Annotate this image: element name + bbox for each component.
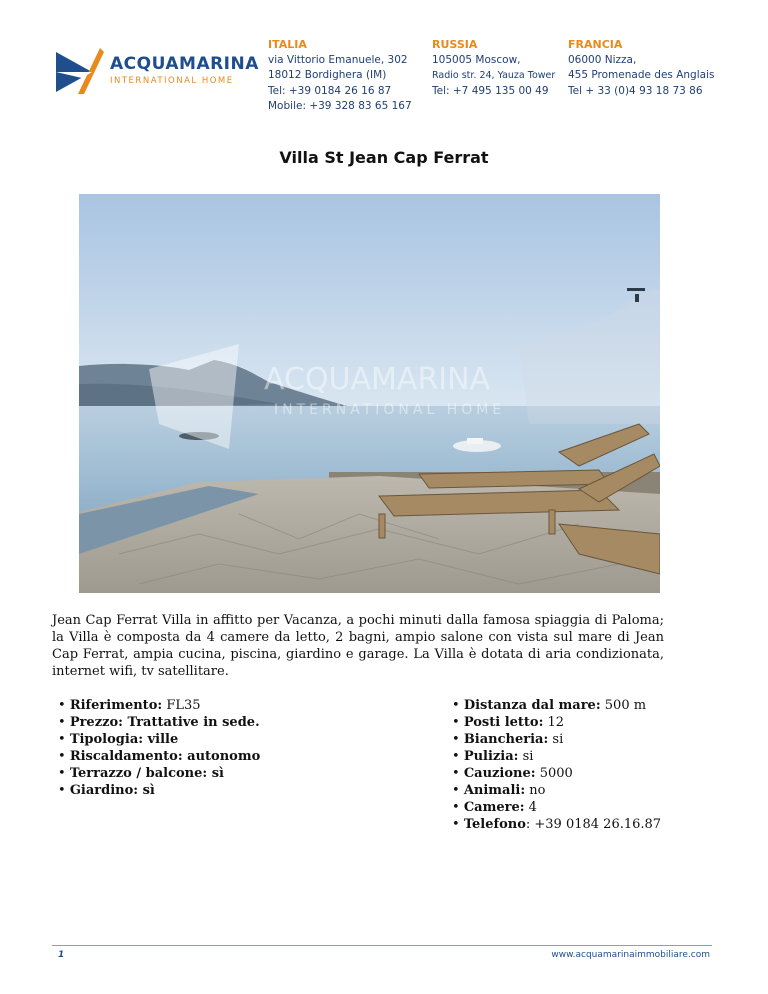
office-country: FRANCIA xyxy=(568,38,623,51)
logo-subtitle: INTERNATIONAL HOME xyxy=(110,76,234,86)
office-line: Tel + 33 (0)4 93 18 73 86 xyxy=(568,84,703,97)
detail-label: Tipologia: ville xyxy=(69,732,179,747)
detail-item xyxy=(452,731,661,748)
property-description: Jean Cap Ferrat Villa in affitto per Vacanza, a pochi minuti dalla famosa spiaggia di Paloma; la Villa è composta da 4 camere da letto, 2 bagni, ampio salone con vista sul mare di Jean Cap Ferrat, ampia cucina, piscina, giardino e garage. La Villa è dotata di aria condizionata, internet wifi, tv satellitare. xyxy=(52,613,664,679)
detail-label: Telefono xyxy=(463,817,526,832)
detail-value: 12 xyxy=(547,715,565,730)
detail-label: Animali: xyxy=(463,783,526,798)
detail-label: Pulizia: xyxy=(463,749,519,764)
detail-value: si xyxy=(552,732,564,747)
detail-value: FL35 xyxy=(166,698,201,713)
detail-label: Camere: xyxy=(463,800,525,815)
detail-label: Giardino: sì xyxy=(69,783,155,798)
office-line: 105005 Moscow, xyxy=(432,53,521,66)
detail-item xyxy=(58,765,260,782)
detail-label: Biancheria: xyxy=(463,732,549,747)
detail-value: 500 m xyxy=(604,698,647,713)
detail-item xyxy=(452,765,661,782)
detail-value: 4 xyxy=(528,800,537,815)
office-country: RUSSIA xyxy=(432,38,478,51)
office-line: Tel: +7 495 135 00 49 xyxy=(432,84,549,97)
detail-label: Prezzo: Trattative in sede. xyxy=(69,715,260,730)
detail-label: Distanza dal mare: xyxy=(463,698,601,713)
detail-item xyxy=(452,697,661,714)
detail-item xyxy=(452,816,661,833)
detail-item xyxy=(452,799,661,816)
detail-label: Terrazzo / balcone: sì xyxy=(69,766,224,781)
detail-label: Posti letto: xyxy=(463,715,544,730)
detail-item xyxy=(58,731,260,748)
details-list-left xyxy=(58,697,260,799)
footer-divider xyxy=(52,945,712,946)
detail-value: no xyxy=(529,783,546,798)
details-list-right xyxy=(452,697,661,833)
detail-item xyxy=(58,782,260,799)
office-line: via Vittorio Emanuele, 302 xyxy=(268,53,408,66)
property-photo xyxy=(79,194,660,593)
logo-name: ACQUAMARINA xyxy=(110,54,259,74)
detail-value: 5000 xyxy=(539,766,573,781)
detail-item xyxy=(58,697,260,714)
office-line: Radio str. 24, Yauza Tower xyxy=(432,70,556,81)
office-line: 18012 Bordighera (IM) xyxy=(268,69,387,81)
company-logo xyxy=(52,46,259,98)
page-header xyxy=(0,0,768,130)
page-title: Villa St Jean Cap Ferrat xyxy=(279,148,489,167)
office-line: Tel: +39 0184 26 16 87 xyxy=(268,84,392,97)
detail-item xyxy=(452,748,661,765)
detail-item xyxy=(452,714,661,731)
logo-mark-icon xyxy=(52,46,108,98)
office-italia xyxy=(268,37,412,115)
detail-value: : +39 0184 26.16.87 xyxy=(525,817,662,832)
office-line: 06000 Nizza, xyxy=(568,53,637,66)
detail-item xyxy=(58,748,260,765)
office-country: ITALIA xyxy=(268,38,307,51)
photo-watermark-name: ACQUAMARINA xyxy=(264,362,491,397)
footer-website-link[interactable]: www.acquamarinaimmobiliare.com xyxy=(551,950,710,960)
office-line: Mobile: +39 328 83 65 167 xyxy=(268,100,412,112)
detail-label: Riscaldamento: autonomo xyxy=(69,749,261,764)
office-francia xyxy=(568,37,714,99)
detail-label: Riferimento: xyxy=(69,698,163,713)
detail-label: Cauzione: xyxy=(463,766,536,781)
office-russia xyxy=(432,37,555,99)
photo-watermark-subtitle: INTERNATIONAL HOME xyxy=(274,402,506,418)
office-line: 455 Promenade des Anglais xyxy=(568,69,715,81)
detail-value: si xyxy=(522,749,534,764)
detail-item xyxy=(58,714,260,731)
page-number: 1 xyxy=(58,950,65,960)
detail-item xyxy=(452,782,661,799)
